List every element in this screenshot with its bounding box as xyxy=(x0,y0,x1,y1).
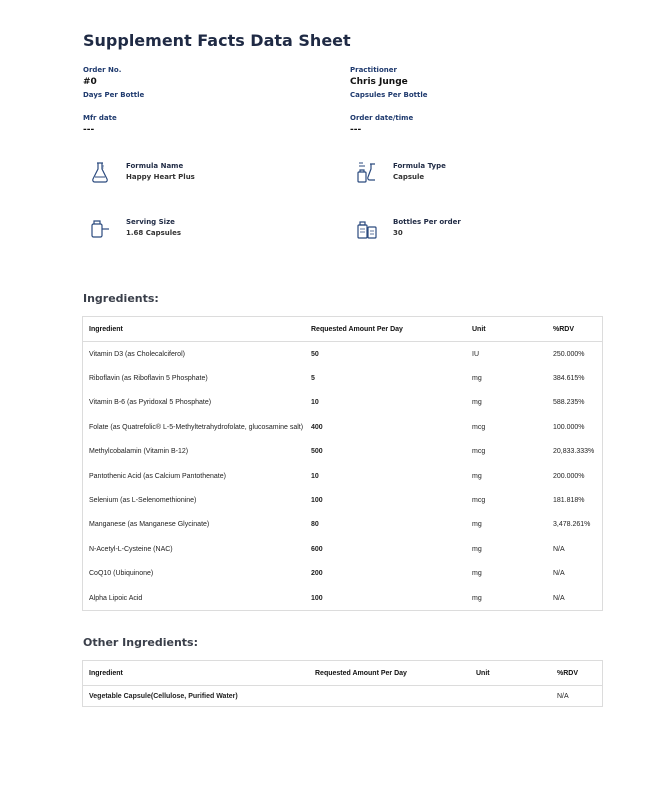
unit-cell: mcg xyxy=(472,497,486,505)
rdv-cell: 3,478.261% xyxy=(553,521,591,529)
table-row xyxy=(83,513,603,537)
amount-cell: 400 xyxy=(311,423,323,431)
rdv-cell: 250.000% xyxy=(553,350,585,358)
column-header: Ingredient xyxy=(83,661,310,686)
flask-icon xyxy=(88,160,112,184)
amount-cell: 10 xyxy=(311,472,319,480)
unit-cell: mg xyxy=(472,472,482,480)
column-header: Unit xyxy=(466,317,547,342)
table-row xyxy=(83,586,603,611)
ingredient-cell: Manganese (as Manganese Glycinate) xyxy=(89,521,210,529)
order-no-label: Order No. xyxy=(83,66,122,74)
ingredient-cell: Vitamin B-6 (as Pyridoxal 5 Phosphate) xyxy=(89,399,212,407)
practitioner-value: Chris Junge xyxy=(350,77,408,87)
unit-cell xyxy=(470,686,551,707)
table-row xyxy=(83,464,603,488)
order-datetime-label: Order date/time xyxy=(350,114,414,122)
ingredients-heading: Ingredients: xyxy=(83,292,159,305)
amount-cell: 50 xyxy=(311,350,319,358)
table-row xyxy=(83,415,603,439)
ingredient-cell: Pantothenic Acid (as Calcium Pantothenate) xyxy=(89,472,226,480)
formula-type-card xyxy=(355,162,446,184)
scoop-icon xyxy=(88,216,112,240)
table-row xyxy=(83,562,603,586)
unit-cell: mg xyxy=(472,521,482,529)
amount-cell: 500 xyxy=(311,448,323,456)
bottles-per-order-card xyxy=(355,218,461,240)
ingredient-cell: Riboflavin (as Riboflavin 5 Phosphate) xyxy=(89,375,208,383)
ingredient-cell: Folate (as Quatrefolic® L-5-Methyltetrahydrofolate, glucosamine salt) xyxy=(89,423,304,431)
ingredient-cell: N-Acetyl-L-Cysteine (NAC) xyxy=(89,545,173,553)
rdv-cell: N/A xyxy=(553,545,565,553)
ingredient-cell: Selenium (as L-Selenomethionine) xyxy=(89,497,197,505)
mfr-date-value: --- xyxy=(83,125,95,135)
table-row xyxy=(83,440,603,464)
other-ingredients-heading: Other Ingredients: xyxy=(83,636,198,649)
table-header-row xyxy=(83,317,603,342)
formula-name-value: Happy Heart Plus xyxy=(126,173,195,181)
rdv-cell: 200.000% xyxy=(553,472,585,480)
column-header: %RDV xyxy=(547,317,603,342)
bottles-per-order-label: Bottles Per order xyxy=(393,218,461,226)
mfr-date-label: Mfr date xyxy=(83,114,117,122)
amount-cell: 200 xyxy=(311,570,323,578)
ingredient-cell: CoQ10 (Ubiquinone) xyxy=(89,570,154,578)
table-row xyxy=(83,686,603,707)
column-header: Requested Amount Per Day xyxy=(305,317,466,342)
unit-cell: mg xyxy=(472,594,482,602)
page-title: Supplement Facts Data Sheet xyxy=(83,31,351,50)
table-row xyxy=(83,366,603,390)
serving-size-card xyxy=(88,218,181,240)
order-datetime-value: --- xyxy=(350,125,362,135)
amount-cell: 600 xyxy=(311,545,323,553)
capsules-per-bottle-label: Capsules Per Bottle xyxy=(350,91,428,99)
practitioner-label: Practitioner xyxy=(350,66,397,74)
ingredient-cell: Methylcobalamin (Vitamin B-12) xyxy=(89,448,189,456)
unit-cell: mg xyxy=(472,375,482,383)
column-header: %RDV xyxy=(551,661,603,686)
unit-cell: IU xyxy=(472,350,479,358)
amount-cell: 100 xyxy=(311,497,323,505)
practitioner-block xyxy=(350,66,428,99)
amount-cell xyxy=(309,686,470,707)
table-row xyxy=(83,391,603,415)
formula-type-label: Formula Type xyxy=(393,162,446,170)
table-row xyxy=(83,537,603,561)
rdv-cell: N/A xyxy=(553,594,565,602)
rdv-cell: 384.615% xyxy=(553,375,585,383)
table-row xyxy=(83,342,603,367)
unit-cell: mg xyxy=(472,570,482,578)
ingredient-cell: Vitamin D3 (as Cholecalciferol) xyxy=(89,350,185,358)
amount-cell: 5 xyxy=(311,375,315,383)
mfr-date-block xyxy=(83,114,117,135)
amount-cell: 80 xyxy=(311,521,319,529)
table-row xyxy=(83,488,603,512)
order-datetime-block xyxy=(350,114,413,135)
formula-type-value: Capsule xyxy=(393,173,425,181)
unit-cell: mg xyxy=(472,545,482,553)
rdv-cell: N/A xyxy=(557,692,569,700)
formula-name-card xyxy=(88,162,195,184)
amount-cell: 100 xyxy=(311,594,323,602)
unit-cell: mcg xyxy=(472,448,486,456)
table-header-row xyxy=(83,661,603,686)
formula-name-label: Formula Name xyxy=(126,162,184,170)
bottles-icon xyxy=(355,216,379,240)
other-ingredients-table xyxy=(82,660,603,707)
days-per-bottle-label: Days Per Bottle xyxy=(83,91,145,99)
rdv-cell: 181.818% xyxy=(553,497,585,505)
column-header: Ingredient xyxy=(83,317,306,342)
column-header: Requested Amount Per Day xyxy=(309,661,470,686)
ingredient-cell: Alpha Lipoic Acid xyxy=(89,594,143,602)
ingredients-table xyxy=(82,316,603,611)
rdv-cell: 588.235% xyxy=(553,399,585,407)
rdv-cell: 20,833.333% xyxy=(553,448,595,456)
lab-bottles-icon xyxy=(355,160,379,184)
unit-cell: mcg xyxy=(472,423,486,431)
rdv-cell: 100.000% xyxy=(553,423,585,431)
amount-cell: 10 xyxy=(311,399,319,407)
ingredient-cell: Vegetable Capsule(Cellulose, Purified Water) xyxy=(89,692,238,700)
rdv-cell: N/A xyxy=(553,570,565,578)
unit-cell: mg xyxy=(472,399,482,407)
serving-size-label: Serving Size xyxy=(126,218,175,226)
order-no-block xyxy=(83,66,144,99)
bottles-per-order-value: 30 xyxy=(393,229,403,237)
column-header: Unit xyxy=(470,661,551,686)
serving-size-value: 1.68 Capsules xyxy=(126,229,182,237)
order-no-value: #0 xyxy=(83,77,97,87)
